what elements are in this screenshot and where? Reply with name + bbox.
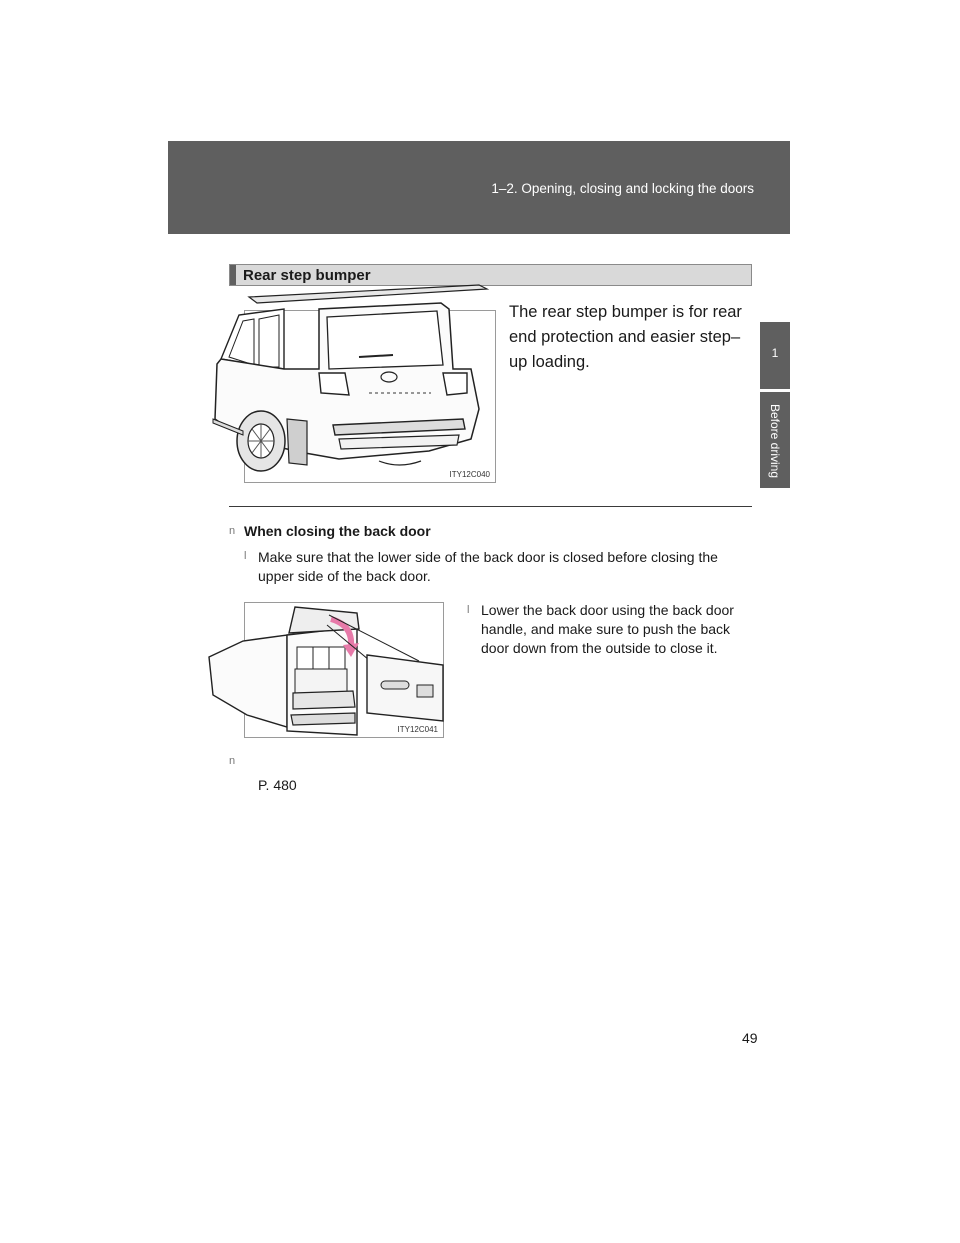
bullet-square: n (229, 755, 236, 767)
chapter-label-text: Before driving (768, 403, 783, 479)
chapter-tab (760, 322, 790, 389)
bullet-square: n (229, 525, 236, 537)
rear-step-bumper-figure (244, 310, 496, 483)
back-door-illustration (207, 595, 447, 745)
chapter-header (168, 141, 790, 234)
bullet-dot: l (244, 550, 247, 562)
instruction-1: Make sure that the lower side of the back door is closed before closing the upper side of the back door. (258, 549, 718, 584)
subheading: When closing the back door (244, 523, 431, 539)
intro-text: The rear step bumper is for rear end protection and easier step– up loading. (509, 303, 742, 371)
bullet-dot: l (467, 604, 470, 616)
divider (229, 506, 752, 507)
chapter-number: 1 (771, 346, 779, 360)
page-number: 49 (742, 1030, 758, 1046)
suv-rear-illustration (209, 269, 509, 469)
figure-code: ITY12C040 (449, 470, 490, 479)
chapter-label (759, 397, 791, 485)
figure-code: ITY12C041 (397, 725, 438, 734)
chapter-section-title: 1–2. Opening, closing and locking the doors (491, 181, 754, 196)
page-reference: P. 480 (258, 777, 297, 793)
back-door-figure (244, 602, 444, 738)
section-title: Rear step bumper (243, 267, 371, 284)
instruction-2: Lower the back door using the back door handle, and make sure to push the back door down from the outside to close it. (481, 602, 734, 656)
